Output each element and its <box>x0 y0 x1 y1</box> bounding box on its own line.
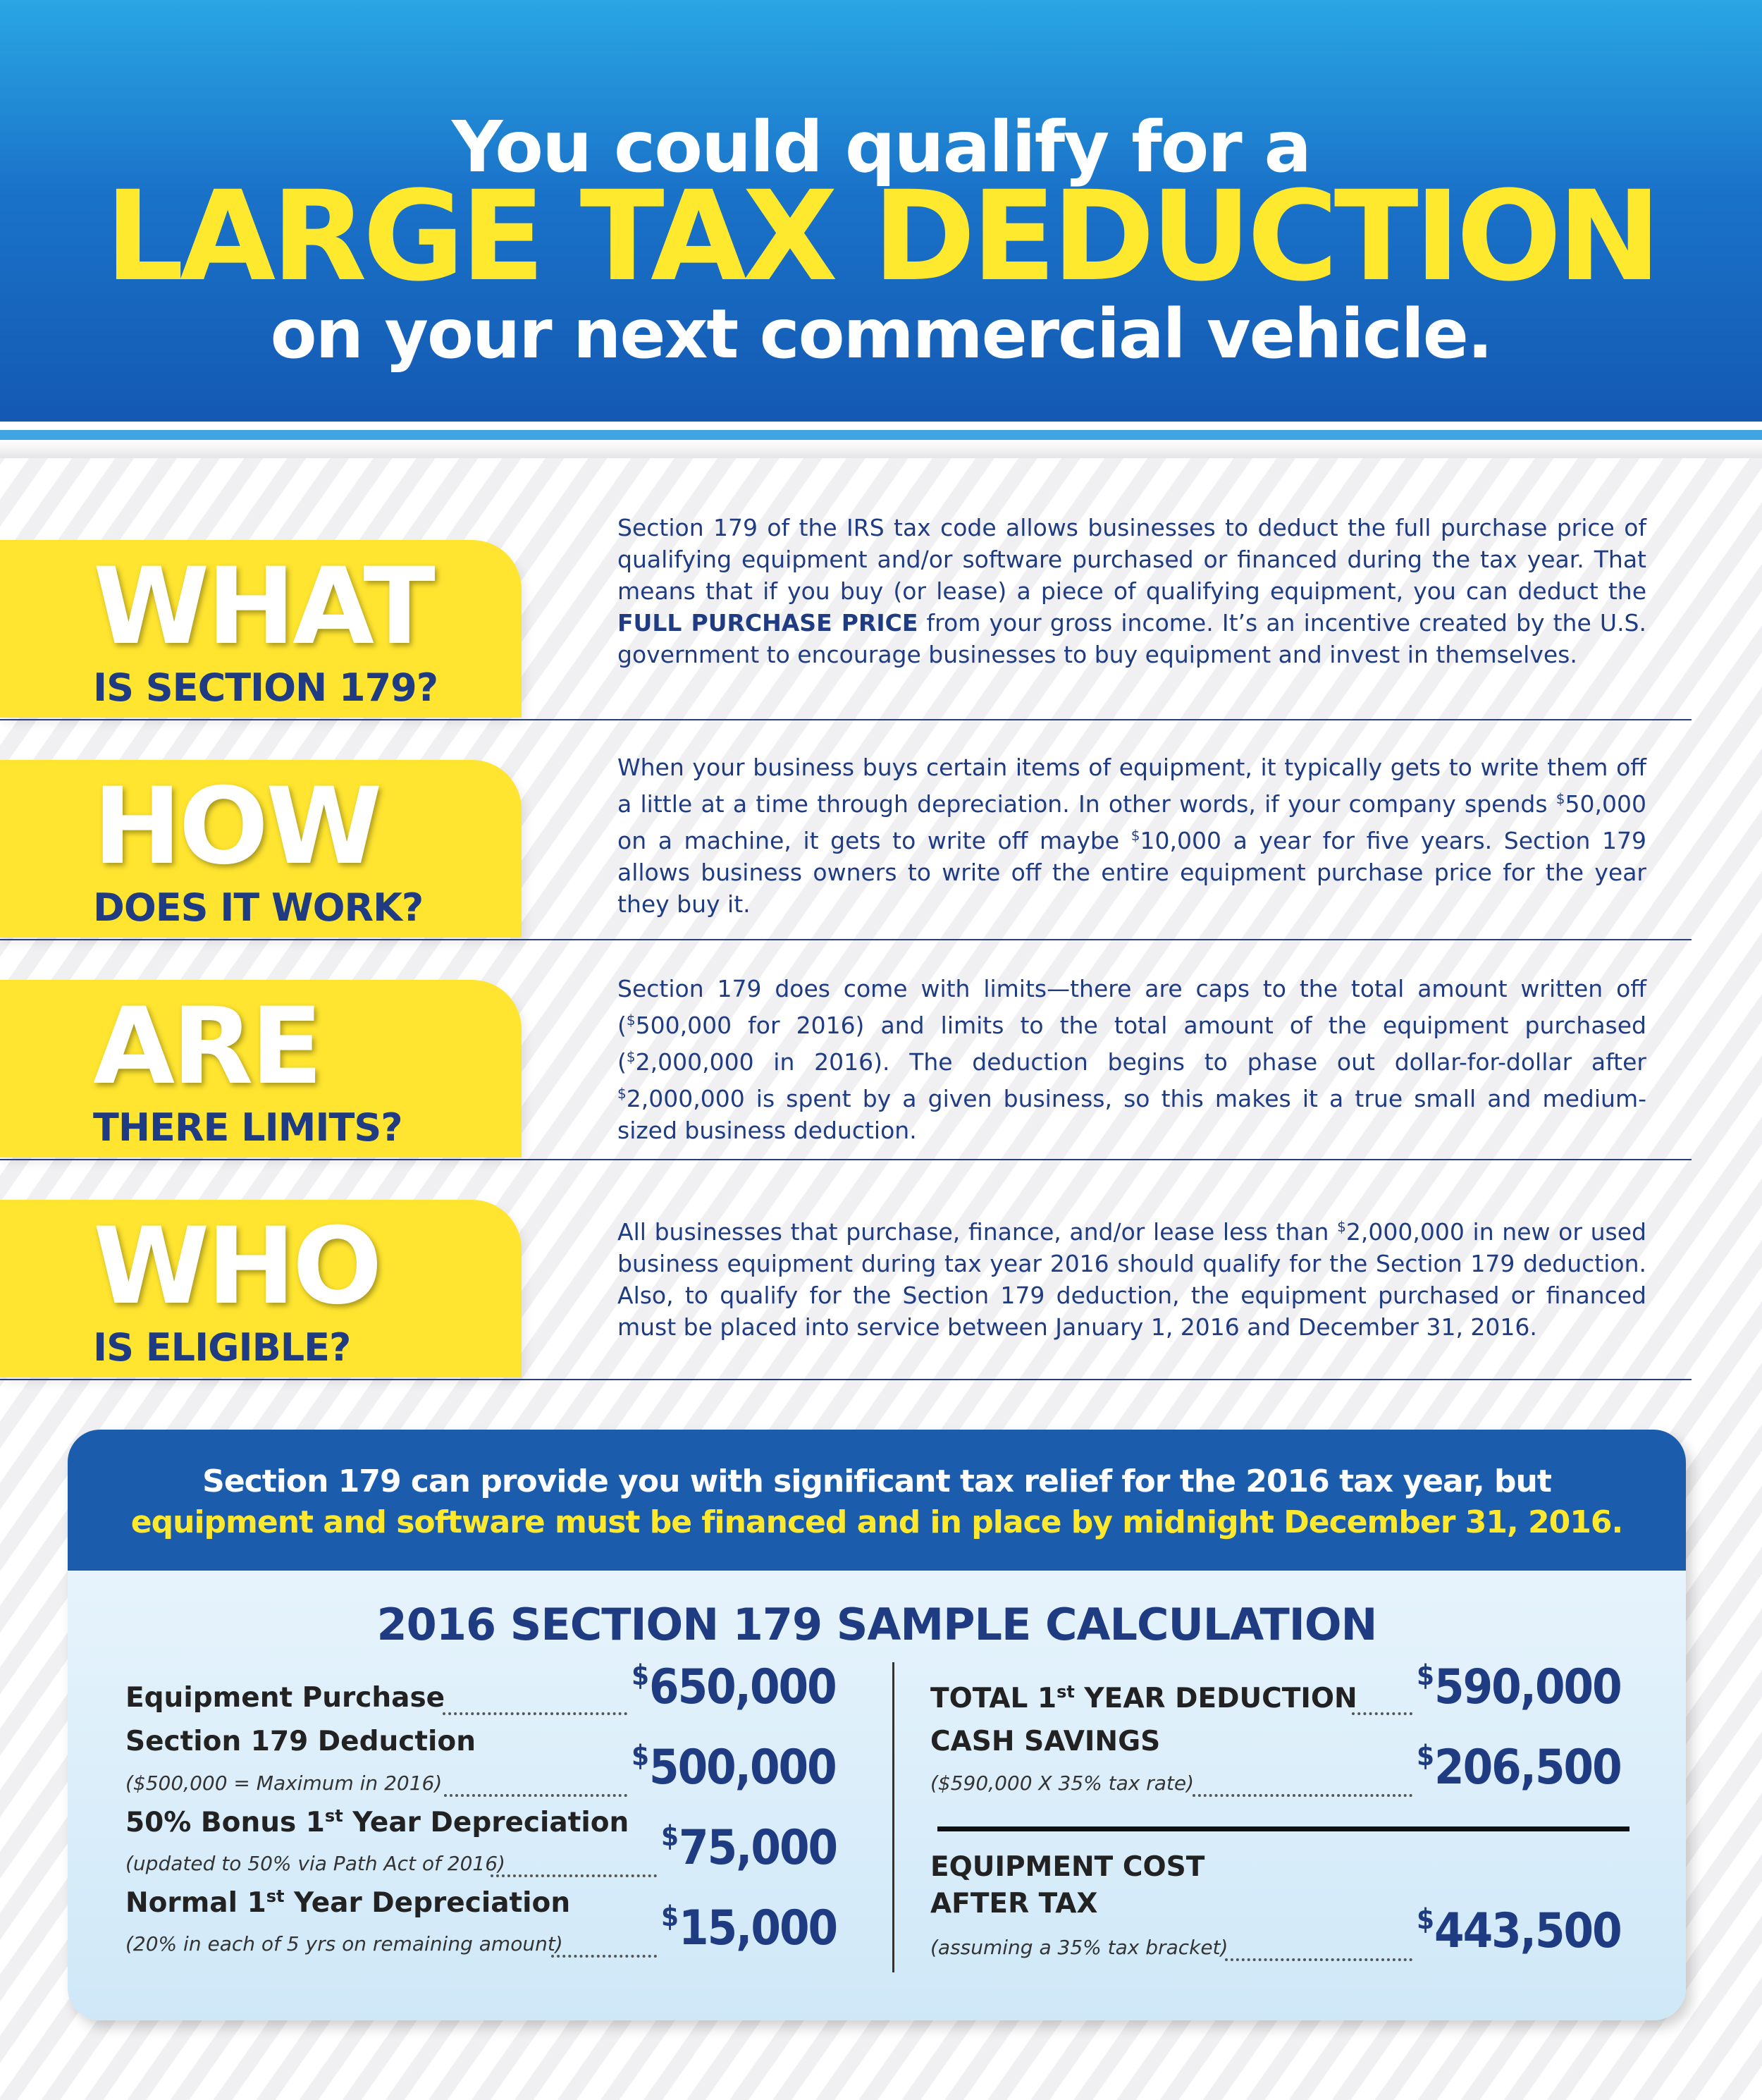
label-sup: st <box>1056 1682 1075 1702</box>
paragraph-are-t2: 500,000 for 2016) and limits to the total amount of the equipment purchased ( <box>617 1012 1646 1076</box>
paragraph-how <box>617 751 1646 920</box>
amount-value: 206,500 <box>1434 1740 1621 1795</box>
headline-line-3: on your next commercial vehicle. <box>270 295 1492 374</box>
dollar-sign: $ <box>632 1659 648 1692</box>
label-part: Normal 1 <box>125 1887 266 1919</box>
leader-dots <box>444 1792 627 1797</box>
equipment-purchase-amount <box>632 1659 836 1715</box>
currency-sup: $ <box>617 1085 627 1102</box>
tab-who-big: WHO <box>93 1205 380 1328</box>
dollar-sign: $ <box>1417 1740 1434 1772</box>
tab-how-big: HOW <box>93 766 380 888</box>
bonus-depreciation-note: (updated to 50% via Path Act of 2016) <box>125 1852 505 1875</box>
equipment-cost-note: (assuming a 35% tax bracket) <box>930 1936 1228 1959</box>
leader-dots <box>1352 1710 1412 1715</box>
tab-who <box>0 1200 522 1377</box>
dollar-sign: $ <box>661 1901 678 1933</box>
label-part: Year Depreciation <box>343 1807 629 1838</box>
currency-sup: $ <box>1130 827 1140 844</box>
calculation-title: 2016 SECTION 179 SAMPLE CALCULATION <box>376 1599 1377 1650</box>
total-deduction-label <box>930 1682 1357 1714</box>
dollar-sign: $ <box>1417 1659 1434 1692</box>
cash-savings-label: CASH SAVINGS <box>930 1726 1161 1757</box>
label-part: Year Depreciation <box>284 1887 571 1919</box>
paragraph-are <box>617 973 1646 1146</box>
header-stripe-shadow <box>0 440 1762 458</box>
headline-line-1: You could qualify for a <box>452 106 1310 188</box>
tab-are <box>0 980 522 1158</box>
dollar-sign: $ <box>661 1820 678 1853</box>
tab-who-small: IS ELIGIBLE? <box>93 1325 351 1370</box>
section-divider <box>0 939 1692 940</box>
section-179-deduction-note: ($500,000 = Maximum in 2016) <box>125 1772 443 1795</box>
label-sup: st <box>324 1806 343 1826</box>
dollar-sign: $ <box>632 1740 648 1772</box>
normal-depreciation-note: (20% in each of 5 yrs on remaining amount) <box>125 1932 563 1955</box>
amount-value: 650,000 <box>649 1659 836 1715</box>
amount-value: 500,000 <box>649 1740 836 1795</box>
paragraph-what-post: from your gross income. It’s an incentive created by the U.S. government to encourage businesses to buy equipment and invest in themselves. <box>617 609 1646 668</box>
normal-depreciation-amount <box>661 1901 837 1956</box>
label-part: 50% Bonus 1 <box>125 1807 325 1838</box>
currency-sup: $ <box>626 1048 636 1065</box>
paragraph-what-bold: FULL PURCHASE PRICE <box>617 609 918 637</box>
label-sup: st <box>266 1886 285 1906</box>
leader-dots <box>443 1710 627 1715</box>
paragraph-how-t3: 10,000 a year for five years. Section 179 allows business owners to write off the entire equipment purchase price for the year they buy it. <box>617 827 1646 918</box>
leader-dots <box>551 1953 657 1958</box>
tab-what-big: WHAT <box>93 546 433 668</box>
bonus-depreciation-label <box>125 1806 629 1838</box>
paragraph-how-t1: When your business buys certain items of equipment, it typically gets to write them off a little at a time through depreciation. In other words, if your company spends <box>617 754 1646 818</box>
section-divider <box>0 719 1692 720</box>
paragraph-are-t3: 2,000,000 in 2016). The deduction begins to phase out dollar-for-dollar after <box>635 1048 1646 1076</box>
headline-line-2: LARGE TAX DEDUCTION <box>104 164 1658 309</box>
dollar-sign: $ <box>1417 1903 1434 1936</box>
normal-depreciation-label <box>125 1886 570 1919</box>
equipment-cost-label-1: EQUIPMENT COST <box>930 1851 1205 1883</box>
header-stripe-white <box>0 422 1762 430</box>
currency-sup: $ <box>1555 790 1565 807</box>
tab-how <box>0 760 522 938</box>
equipment-cost-label-2: AFTER TAX <box>930 1888 1098 1920</box>
currency-sup: $ <box>626 1012 636 1028</box>
paragraph-who-t1: All businesses that purchase, finance, and/or lease less than <box>617 1218 1338 1246</box>
tab-are-small: THERE LIMITS? <box>93 1105 402 1150</box>
label-part: TOTAL 1 <box>930 1683 1057 1714</box>
tab-are-big: ARE <box>93 985 321 1108</box>
currency-sup: $ <box>1337 1218 1346 1235</box>
header-stripe-blue <box>0 430 1762 440</box>
calculation-card <box>68 1430 1686 2020</box>
amount-value: 15,000 <box>679 1901 837 1956</box>
banner-line-1: Section 179 can provide you with significant tax relief for the 2016 tax year, but <box>202 1463 1551 1499</box>
paragraph-what <box>617 512 1646 670</box>
cash-savings-note: ($590,000 X 35% tax rate) <box>930 1772 1195 1795</box>
tab-what <box>0 540 522 718</box>
tab-what-small: IS SECTION 179? <box>93 665 438 710</box>
paragraph-are-t4: 2,000,000 is spent by a given business, so this makes it a true small and medium-sized business deduction. <box>617 1085 1646 1144</box>
column-divider <box>892 1662 894 1972</box>
paragraph-who <box>617 1211 1646 1343</box>
leader-dots <box>491 1872 657 1877</box>
paragraph-who-t2: 2,000,000 in new or used business equipment during tax year 2016 should qualify for the Section 179 deduction. Also, to qualify for the Section 179 deduction, the equipment purchased or financed must be placed into service between January 1, 2016 and December 31, 2016. <box>617 1218 1646 1341</box>
section-divider <box>0 1159 1692 1160</box>
cash-savings-amount <box>1417 1740 1621 1795</box>
amount-value: 590,000 <box>1434 1659 1621 1715</box>
section-divider <box>0 1379 1692 1380</box>
header-banner <box>0 0 1762 422</box>
section-179-deduction-label: Section 179 Deduction <box>125 1726 476 1757</box>
paragraph-what-pre: Section 179 of the IRS tax code allows businesses to deduct the full purchase price of qualifying equipment and/or software purchased or financed during the tax year. That means that if you buy (or lease) a piece of qualifying equipment, you can deduct the <box>617 514 1646 605</box>
equipment-purchase-label: Equipment Purchase <box>125 1682 445 1714</box>
paragraph-are-t1: Section 179 does come with limits—there are caps to the total amount written off ( <box>617 975 1646 1039</box>
leader-dots <box>1193 1792 1412 1797</box>
amount-value: 443,500 <box>1434 1903 1621 1959</box>
amount-value: 75,000 <box>679 1820 837 1876</box>
equipment-cost-amount <box>1417 1903 1621 1959</box>
summary-rule <box>937 1826 1629 1831</box>
section-179-deduction-amount <box>632 1740 836 1795</box>
total-deduction-amount <box>1417 1659 1621 1715</box>
tab-how-small: DOES IT WORK? <box>93 885 424 930</box>
banner-line-2: equipment and software must be financed and in place by midnight December 31, 2016. <box>130 1504 1623 1540</box>
deadline-banner <box>68 1430 1686 1571</box>
leader-dots <box>1225 1956 1412 1961</box>
paragraph-how-t2: 50,000 on a machine, it gets to write off maybe <box>617 790 1646 854</box>
bonus-depreciation-amount <box>661 1820 837 1876</box>
label-part: YEAR DEDUCTION <box>1074 1683 1357 1714</box>
